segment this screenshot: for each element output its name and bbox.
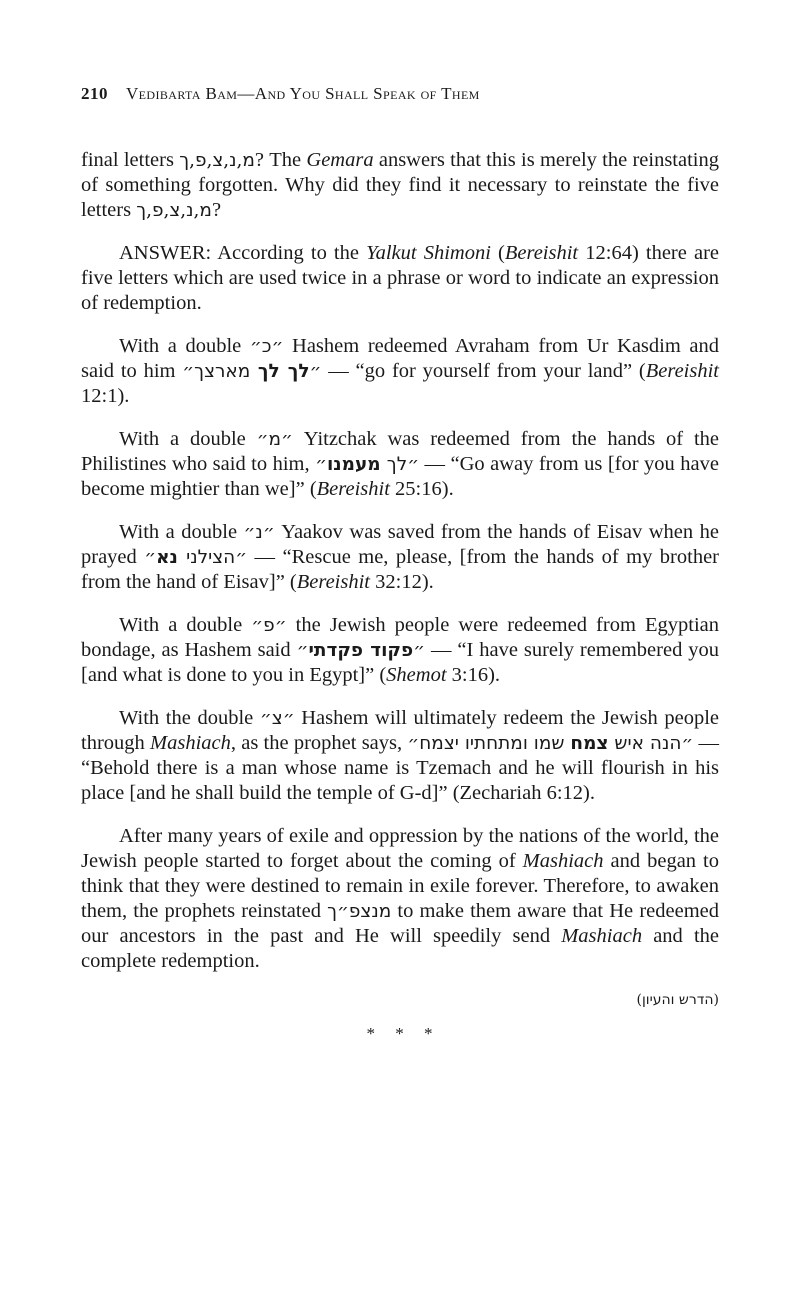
hebrew-text: ״	[315, 454, 327, 475]
hebrew-text: מ,נ,צ,פ,ך	[179, 150, 255, 171]
hebrew-text: ״הנה איש	[608, 733, 694, 754]
body-text: With a double	[119, 521, 244, 543]
attribution-hebrew: (הדרש והעיון)	[636, 992, 719, 1008]
body-text: — “Rescue me, please, [from the hands of my brother from the hand of Eisav]” (	[81, 546, 719, 593]
italic-text: Mashiach	[150, 732, 231, 754]
body-text: 32:12).	[370, 571, 434, 593]
body-text: Hashem will ultimately redeem the Jewish people through	[81, 707, 719, 754]
paragraph	[81, 427, 719, 502]
paragraph	[81, 613, 719, 688]
italic-text: Bereishit	[645, 360, 720, 382]
hebrew-text: נא	[156, 547, 178, 568]
hebrew-text: ״	[296, 640, 309, 661]
body-text: Yaakov was saved from the hands of Eisav when he prayed	[81, 521, 719, 568]
body-text: 25:16).	[389, 478, 454, 500]
paragraph	[81, 241, 719, 316]
hebrew-text: לך לך	[257, 361, 310, 382]
body-text: to make them aware that He redeemed our ancestors in the past and He will speedily send	[81, 900, 719, 947]
body-text: , as the prophet says,	[230, 732, 408, 754]
italic-text: Bereishit	[296, 571, 371, 593]
italic-text: Mashiach	[522, 850, 604, 872]
body-text: the Jewish people were redeemed from Egyptian bondage, as Hashem said	[81, 614, 719, 661]
hebrew-text: מעמנו	[326, 454, 381, 475]
hebrew-text: ״צ״	[259, 708, 295, 729]
body-text: 12:64) there are five letters which are used twice in a phrase or word to indicate an expression of redemption.	[81, 242, 719, 314]
hebrew-text: ״	[413, 640, 426, 661]
paragraph	[81, 334, 719, 409]
body-text: ANSWER: According to the	[119, 242, 367, 264]
hebrew-text: ״כ״	[249, 336, 284, 357]
body-text: — “I have surely remembered you [and what is done to you in Egypt]” (	[81, 639, 719, 686]
body-text: Yitzchak was redeemed from the hands of the Philistines who said to him,	[81, 428, 719, 475]
body-text: answers that this is merely the reinstating of something forgotten. Why did they find it necessary to reinstate the five letters	[81, 149, 719, 221]
body-text: 3:16).	[446, 664, 501, 686]
body-text: — “go for yourself from your land” (	[321, 360, 646, 382]
italic-text: Bereishit	[316, 478, 390, 500]
body-text: final letters	[81, 149, 180, 171]
body-text: ? The	[254, 149, 307, 171]
hebrew-text: ״	[144, 547, 157, 568]
hebrew-text: ״מ״	[256, 429, 293, 450]
body-text: — “Go away from us [for you have become mightier than we]” (	[81, 453, 719, 500]
page-number: 210	[81, 84, 108, 103]
body-text: and began to think that they were destined to remain in exile forever. Therefore, to awaken them, the prophets reinstated	[81, 850, 719, 922]
hebrew-text: מארצך״	[182, 361, 258, 382]
paragraph	[81, 148, 719, 223]
hebrew-text: מנצפ״ך	[327, 901, 392, 922]
body-text: After many years of exile and oppression by the nations of the world, the Jewish people started to forget about the coming of	[81, 825, 719, 872]
hebrew-text: ״נ״	[243, 522, 275, 543]
hebrew-text: מ,נ,צ,פ,ך	[136, 200, 212, 221]
body-text: Hashem redeemed Avraham from Ur Kasdim and said to him	[81, 335, 719, 382]
italic-text: Yalkut Shimoni	[366, 242, 491, 264]
italic-text: Shemot	[386, 664, 447, 686]
body-text: With the double	[119, 707, 260, 729]
page-header	[81, 84, 719, 104]
body-text: — “Behold there is a man whose name is Tzemach and he will flourish in his place [and he shall build the temple of G-d]” (Zechariah 6:12).	[81, 732, 720, 804]
hebrew-text: ״	[309, 361, 322, 382]
running-title: Vedibarta Bam—And You Shall Speak of Them	[126, 84, 480, 103]
italic-text: Mashiach	[561, 925, 643, 947]
hebrew-text: שמו ומתחתיו יצמח״	[407, 733, 571, 754]
body-text: With a double	[119, 428, 257, 450]
body-text: 12:1).	[81, 385, 130, 407]
paragraph	[81, 520, 719, 595]
italic-text: Gemara	[306, 149, 374, 171]
hebrew-text: צמח	[570, 733, 609, 754]
italic-text: Bereishit	[504, 242, 579, 264]
hebrew-text: ״פ״	[251, 615, 287, 636]
body-text: (	[490, 242, 505, 264]
page-body	[81, 148, 719, 974]
hebrew-text: ״לך	[380, 454, 420, 475]
body-text: and the complete redemption.	[81, 925, 719, 972]
paragraph	[81, 824, 719, 974]
hebrew-text: פקוד פקדתי	[308, 640, 414, 661]
hebrew-text: ״הצילני	[177, 547, 248, 568]
paragraph	[81, 706, 719, 806]
body-text: With a double	[119, 335, 250, 357]
asterisk-separator: * * *	[366, 1024, 434, 1043]
body-text: ?	[211, 199, 222, 221]
body-text: With a double	[119, 614, 252, 636]
